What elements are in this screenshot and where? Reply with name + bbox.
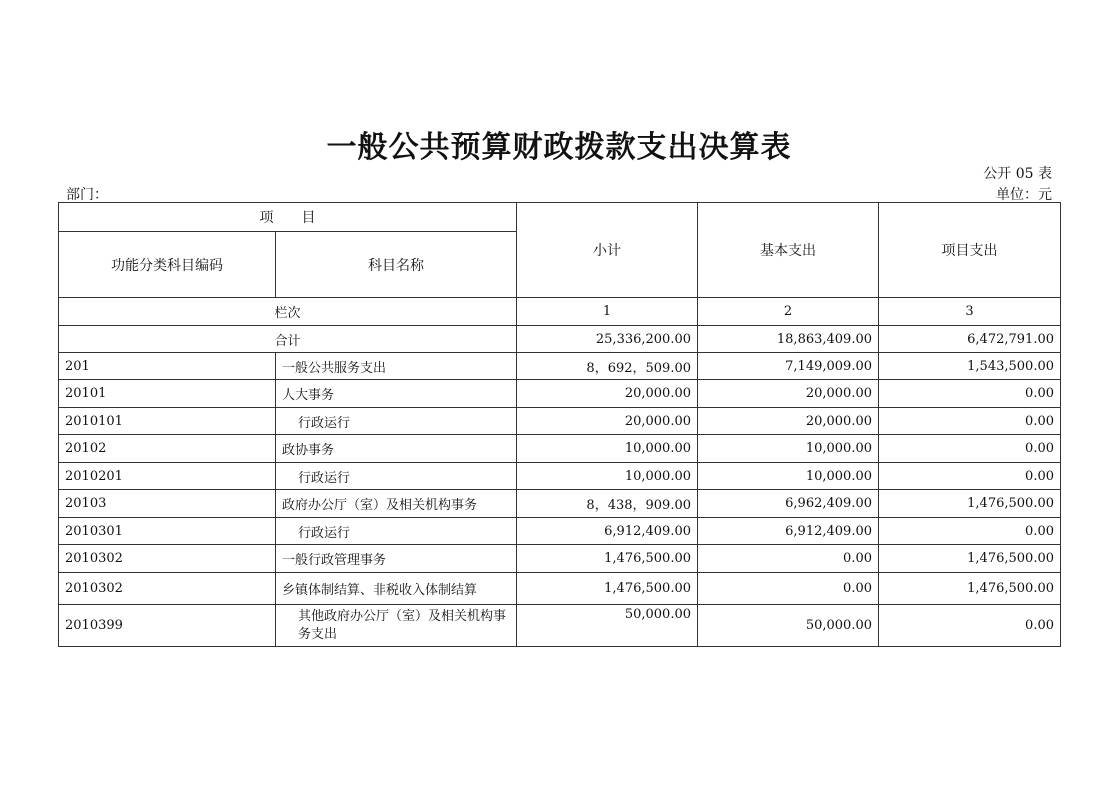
table-row [59,605,1061,647]
table-row [59,573,1061,605]
total-basic: 18,863,409.00 [698,326,879,353]
column-number-3: 3 [879,298,1061,326]
table-row [59,518,1061,545]
row-subtotal: 10,000.00 [517,435,698,463]
total-label: 合计 [59,326,517,353]
table-row [59,435,1061,463]
row-project: 1,476,500.00 [879,490,1061,518]
row-code: 20103 [59,490,276,518]
row-project: 0.00 [879,518,1061,545]
row-subtotal: 20,000.00 [517,380,698,408]
header-name: 科目名称 [276,232,517,298]
row-name: 一般公共服务支出 [276,353,517,380]
row-name: 乡镇体制结算、非税收入体制结算 [276,573,517,605]
row-basic: 7,149,009.00 [698,353,879,380]
row-project: 0.00 [879,435,1061,463]
table-row [59,380,1061,408]
row-project: 0.00 [879,408,1061,435]
row-project: 1,543,500.00 [879,353,1061,380]
column-number-label: 栏次 [59,298,517,326]
row-basic: 10,000.00 [698,435,879,463]
row-subtotal: 1,476,500.00 [517,573,698,605]
row-name: 行政运行 [276,518,517,545]
header-project: 项目支出 [879,203,1061,298]
total-project: 6,472,791.00 [879,326,1061,353]
row-name: 政协事务 [276,435,517,463]
row-code: 2010201 [59,463,276,490]
row-name: 人大事务 [276,380,517,408]
total-row [59,326,1061,353]
row-subtotal: 1,476,500.00 [517,545,698,573]
row-subtotal: 8，438，909.00 [517,490,698,518]
table-row [59,463,1061,490]
row-subtotal: 10,000.00 [517,463,698,490]
row-basic: 20,000.00 [698,380,879,408]
row-name: 政府办公厅（室）及相关机构事务 [276,490,517,518]
column-number-row [59,298,1061,326]
column-number-2: 2 [698,298,879,326]
row-name: 行政运行 [276,408,517,435]
row-project: 1,476,500.00 [879,573,1061,605]
form-number: 公开 05 表 [983,166,1052,182]
row-subtotal: 8，692，509.00 [517,353,698,380]
header-basic: 基本支出 [698,203,879,298]
header-code: 功能分类科目编码 [59,232,276,298]
row-project: 0.00 [879,605,1061,647]
row-subtotal: 6,912,409.00 [517,518,698,545]
row-code: 20102 [59,435,276,463]
row-project: 0.00 [879,463,1061,490]
row-name: 一般行政管理事务 [276,545,517,573]
row-code: 2010301 [59,518,276,545]
row-project: 1,476,500.00 [879,545,1061,573]
table-row [59,408,1061,435]
row-name: 行政运行 [276,463,517,490]
header-item: 项 目 [59,203,517,232]
table-row [59,545,1061,573]
total-subtotal: 25,336,200.00 [517,326,698,353]
header-row-1 [59,203,1061,232]
row-basic: 10,000.00 [698,463,879,490]
unit-label: 单位：元 [996,187,1052,203]
row-basic: 6,912,409.00 [698,518,879,545]
column-number-1: 1 [517,298,698,326]
row-subtotal: 50,000.00 [517,605,698,647]
row-code: 20101 [59,380,276,408]
row-basic: 0.00 [698,545,879,573]
page-title: 一般公共预算财政拨款支出决算表 [326,130,792,165]
table-row [59,490,1061,518]
row-basic: 0.00 [698,573,879,605]
row-basic: 20,000.00 [698,408,879,435]
row-code: 201 [59,353,276,380]
department-label: 部门： [66,187,108,203]
row-project: 0.00 [879,380,1061,408]
header-subtotal: 小计 [517,203,698,298]
expenditure-table [58,202,1061,647]
row-basic: 50,000.00 [698,605,879,647]
table-row [59,353,1061,380]
row-code: 2010302 [59,545,276,573]
row-code: 2010101 [59,408,276,435]
row-basic: 6,962,409.00 [698,490,879,518]
row-code: 2010399 [59,605,276,647]
row-subtotal: 20,000.00 [517,408,698,435]
row-code: 2010302 [59,573,276,605]
row-name: 其他政府办公厅（室）及相关机构事务支出 [276,605,517,647]
